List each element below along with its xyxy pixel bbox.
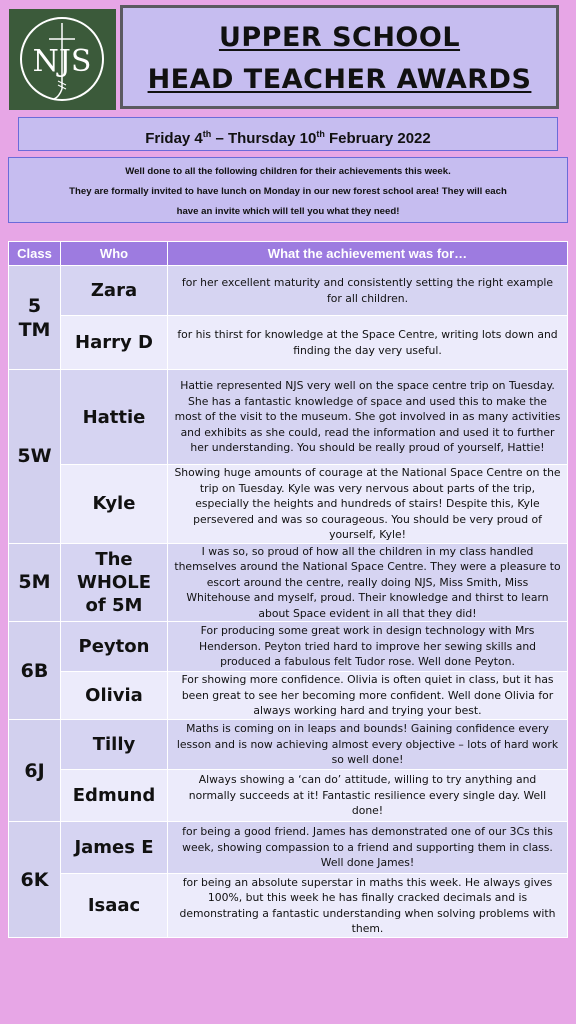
intro-message <box>8 157 568 223</box>
table-row <box>9 720 568 770</box>
title-line-2: HEAD TEACHER AWARDS <box>147 64 532 95</box>
who-cell: Zara <box>61 266 168 316</box>
achievement-cell: for his thirst for knowledge at the Space Centre, writing lots down and finding the day very useful. <box>168 316 568 370</box>
table-header-row <box>9 242 568 266</box>
who-cell: Kyle <box>61 465 168 544</box>
date-start: Friday 4 <box>145 130 203 147</box>
class-cell: 5 TM <box>9 266 61 370</box>
awards-body <box>9 266 568 938</box>
achievement-cell: Showing huge amounts of courage at the National Space Centre on the trip on Tuesday. Kyle was very nervous about parts of the trip, especially the heights and hundreds of stairs! Despite this, Kyle persevered and was so courageous. You should be very proud of yourself, Kyle! <box>168 465 568 544</box>
class-cell: 6B <box>9 622 61 720</box>
table-row <box>9 543 568 622</box>
table-row <box>9 465 568 544</box>
who-cell: Edmund <box>61 770 168 822</box>
awards-table <box>8 241 568 938</box>
title-line-1: UPPER SCHOOL <box>218 22 461 53</box>
njs-logo-icon <box>9 9 116 110</box>
intro-line-1: Well done to all the following children for their achievements this week. <box>125 166 451 177</box>
who-cell: Harry D <box>61 316 168 370</box>
who-cell: Isaac <box>61 874 168 938</box>
achievement-cell: for her excellent maturity and consistently setting the right example for all children. <box>168 266 568 316</box>
achievement-cell: for being an absolute superstar in maths this week. He always gives 100%, but this week he has finally cracked decimals and is demonstrating a fantastic understanding when solving problems with them. <box>168 874 568 938</box>
class-cell: 5W <box>9 370 61 544</box>
achievement-cell: Hattie represented NJS very well on the space centre trip on Tuesday. She has a fantastic knowledge of space and used this to make the most of the visit to the museum. She got involved in as many activities and exhibits as she could, read the information and used it to further her understanding. You should be really proud of yourself, Hattie! <box>168 370 568 465</box>
who-cell: Peyton <box>61 622 168 672</box>
table-row <box>9 370 568 465</box>
table-row <box>9 770 568 822</box>
date-suffix-1: th <box>202 129 212 139</box>
header-what: What the achievement was for… <box>168 242 568 266</box>
intro-line-3: have an invite which will tell you what they need! <box>176 206 400 217</box>
achievement-cell: For producing some great work in design technology with Mrs Henderson. Peyton tried hard to improve her sewing skills and produced a fabulous felt Tudor rose. Well done Peyton. <box>168 622 568 672</box>
table-row <box>9 672 568 720</box>
who-cell: Olivia <box>61 672 168 720</box>
table-row <box>9 266 568 316</box>
class-cell: 6K <box>9 822 61 938</box>
title-banner <box>120 5 559 109</box>
achievement-cell: Always showing a ‘can do’ attitude, willing to try anything and normally succeeds at it! Fantastic resilience every single day. Well done! <box>168 770 568 822</box>
achievement-cell: I was so, so proud of how all the children in my class handled themselves around the National Space Centre. They were a pleasure to escort around the centre, really doing NJS, Miss Smith, Miss Whitehouse and myself, proud. Their knowledge and thirst to learn about Space evident in all that they did! <box>168 543 568 622</box>
table-row <box>9 622 568 672</box>
intro-line-2: They are formally invited to have lunch on Monday in our new forest school area! They will each <box>69 186 507 197</box>
class-cell: 5M <box>9 543 61 622</box>
achievement-cell: Maths is coming on in leaps and bounds! Gaining confidence every lesson and is now achieving almost every objective – lots of hard work so well done! <box>168 720 568 770</box>
who-cell: Hattie <box>61 370 168 465</box>
table-row <box>9 822 568 874</box>
achievement-cell: For showing more confidence. Olivia is often quiet in class, but it has been great to see her becoming more confident. Well done Olivia for always working hard and trying your best. <box>168 672 568 720</box>
header-class: Class <box>9 242 61 266</box>
school-logo <box>9 9 116 110</box>
date-range <box>18 117 558 151</box>
table-row <box>9 316 568 370</box>
header-who: Who <box>61 242 168 266</box>
class-cell: 6J <box>9 720 61 822</box>
date-end: February 2022 <box>324 130 431 147</box>
date-suffix-2: th <box>316 129 325 139</box>
achievement-cell: for being a good friend. James has demonstrated one of our 3Cs this week, showing compassion to a friend and supporting them in class. Well done James! <box>168 822 568 874</box>
table-row <box>9 874 568 938</box>
who-cell: Tilly <box>61 720 168 770</box>
who-cell: The WHOLE of 5M <box>61 543 168 622</box>
who-cell: James E <box>61 822 168 874</box>
date-middle: – Thursday 10 <box>211 130 317 147</box>
logo-text: NJS <box>32 44 92 79</box>
